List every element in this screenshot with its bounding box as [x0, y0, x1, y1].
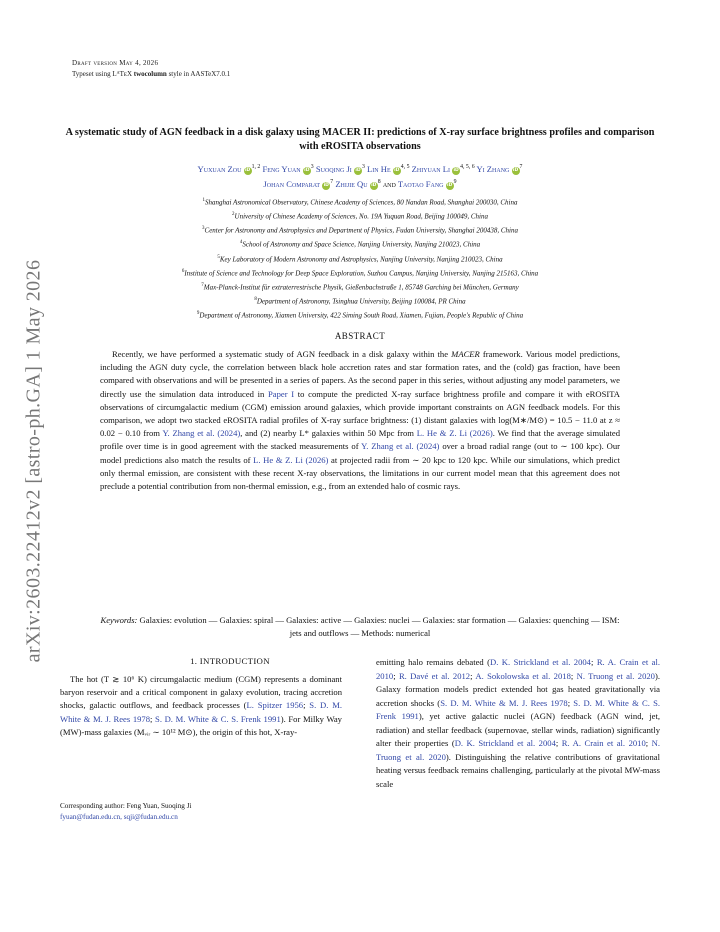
- author-list: [90, 161, 630, 191]
- orcid-icon[interactable]: iD: [244, 167, 251, 173]
- intro-right-column: emitting halo remains debated (D. K. Strickland et al. 2004; R. A. Crain et al. 2010; R. Davé et al. 2012; A. Sokolowska et al. 2018; N. Truong et al. 2020). Galaxy formation models predict extended hot gas heated gravitationally via accretion shocks (S. D. M. White & M. J. Rees 1978; S. D. M. White & C. S. Frenk 1991), yet active galactic nuclei (AGN) feedback (AGN wind, jet, radiation) and stellar feedback (supernovae, stellar winds, radiation) significantly alter their properties (D. K. Strickland et al. 2004; R. A. Crain et al. 2010; N. Truong et al. 2020). Distinguishing the relative contributions of gravitational heating versus feedback remains challenging, particularly at the pivotal MW-mass scale: [376, 657, 661, 789]
- citation-link[interactable]: R. A. Crain et al. 2010: [561, 738, 646, 748]
- orcid-icon[interactable]: iD: [453, 167, 459, 173]
- affiliation: $^1$Shanghai Astronomical Observatory, Chinese Academy of Sciences, 80 Nandan Road, Shanghai 200030, China: [202, 198, 518, 207]
- typeset-prefix: Typeset using: [72, 70, 113, 78]
- orcid-icon[interactable]: iD: [512, 167, 519, 173]
- citation-link[interactable]: R. A. Crain et al. 2010: [376, 657, 661, 681]
- orcid-icon[interactable]: iD: [371, 182, 377, 188]
- arxiv-sidebar-stamp: [14, 226, 54, 696]
- abstract-heading: ABSTRACT: [334, 331, 386, 341]
- arxiv-id: arXiv:2603.22412v2 [astro-ph.GA] 1 May 2026: [22, 259, 45, 663]
- author[interactable]: Zhijie Qu $iD^8$: [335, 178, 381, 189]
- latex-logo: LᴬTᴇX: [112, 70, 133, 78]
- citation-link[interactable]: Y. Zhang et al. (2024): [361, 441, 440, 452]
- affiliation-list: [70, 195, 650, 322]
- authors-and: and: [382, 178, 396, 189]
- citation-link[interactable]: L. He & Z. Li (2026): [253, 454, 329, 465]
- author[interactable]: Yuxuan Zou iD$^{1, 2}$: [197, 163, 261, 174]
- affiliation: $^7$Max-Planck-Institut für extraterrestrische Physik, Gießenbachstraße 1, 85748 Garching bei München, Germany: [201, 282, 519, 292]
- typeset-suffix: style in AASTeX7.0.1: [166, 70, 231, 78]
- orcid-icon[interactable]: iD: [355, 167, 361, 173]
- paper-title: A systematic study of AGN feedback in a disk galaxy using MACER II: predictions of X-ray surface brightness profiles and comparison with eROSITA observations: [65, 127, 655, 152]
- affiliation: $^5$Key Laboratory of Modern Astronomy and Astrophysics, Nanjing University, Nanjing 210023, China: [217, 254, 503, 263]
- corresponding-author-footnote: [60, 801, 342, 823]
- abstract-text: Recently, we have performed a systematic study of AGN feedback in a disk galaxy within the MACER framework. Various model predictions, including the AGN duty cycle, the correlation between black hole accretion rates and star formation rates, and the (cold) gas fraction, have been compared with observations and will be presented in a series of papers. As the second paper in this series, without adjusting any model parameters, we directly use the simulation data introduced in Paper I to compute the predicted X-ray surface brightness profile and compare it with eROSITA observations of circumgalactic medium (CGM) emission around galaxies, which provide important constraints on AGN feedback models. For this comparison, we adopt two stacked eROSITA radial profiles of X-ray surface brightness: (1) distant galaxies with log(M∗/M⊙) = 10.5 − 11.0 at z ≈ 0.02 − 0.10 from Y. Zhang et al. (2024), and (2) nearby L* galaxies within 50 Mpc from L. He & Z. Li (2026). We find that the average simulated profile over time is in good agreement with the stacked measurements of Y. Zhang et al. (2024) over a broad radial range (out to ∼ 100 kpc). Our model predictions also match the results of L. He & Z. Li (2026) at projected radii from ∼ 20 kpc to 120 kpc. While our simulations, which predict only thermal emission, are consistent with these recent X-ray observations, the limitations in our current model mean that this agreement does not preclude a potential contribution from non-thermal emission, e.g., from an extended halo of cosmic rays.: [100, 349, 620, 492]
- typeset-style: twocolumn: [132, 70, 167, 78]
- citation-link[interactable]: Paper I: [268, 388, 295, 399]
- citation-link[interactable]: R. Davé et al. 2012: [398, 670, 471, 681]
- citation-link[interactable]: S. D. M. White & C. S. Frenk 1991: [155, 713, 281, 724]
- author[interactable]: Lin He iD$^{4, 5}$: [367, 163, 410, 174]
- section-heading-introduction: 1. INTRODUCTION: [190, 656, 270, 666]
- email-links[interactable]: fyuan@fudan.edu.cn, sqji@fudan.edu.cn: [60, 813, 178, 821]
- affiliation: $^6$Institute of Science and Technology for Deep Space Exploration, Suzhou Campus, Nanjing University, Nanjing 215163, China: [181, 268, 539, 277]
- author[interactable]: Taotao Fang $iD^9$: [397, 178, 457, 189]
- orcid-icon[interactable]: iD: [304, 167, 310, 173]
- keywords-text: Galaxies: evolution — Galaxies: spiral — Galaxies: active — Galaxies: nuclei — Galaxies: star formation — Galaxies: quenching — ISM: jets and outflows — Methods: numerical: [137, 615, 620, 638]
- draft-version: Draft version May 4, 2026: [72, 59, 159, 67]
- author[interactable]: Johan Comparat $iD^7$: [263, 178, 334, 189]
- citation-link[interactable]: S. D. M. White & M. J. Rees 1978: [60, 700, 342, 724]
- affiliation: $^8$Department of Astronomy, Tsinghua University, Beijing 100084, PR China: [254, 296, 466, 306]
- keywords-label: Keywords:: [100, 615, 138, 625]
- citation-link[interactable]: N. Truong et al. 2020: [376, 738, 660, 762]
- affiliation: $^4$School of Astronomy and Space Science, Nanjing University, Nanjing 210023, China: [239, 240, 481, 249]
- typeset-line: [72, 69, 230, 80]
- orcid-icon[interactable]: iD: [447, 182, 453, 188]
- author[interactable]: Zhiyuan Li iD$^{4, 5, 6}$: [411, 163, 475, 174]
- orcid-icon[interactable]: iD: [394, 167, 400, 173]
- preprint-header: [72, 58, 230, 80]
- author[interactable]: Yi Zhang $iD^7$: [476, 163, 523, 174]
- keywords: [100, 614, 620, 640]
- citation-link[interactable]: Y. Zhang et al. (2024): [162, 428, 241, 439]
- citation-link[interactable]: A. Sokolowska et al. 2018: [475, 670, 571, 681]
- affiliation: $^3$Center for Astronomy and Astrophysics and Department of Physics, Fudan University, Shanghai 200438, China: [202, 226, 518, 235]
- citation-link[interactable]: D. K. Strickland et al. 2004: [454, 738, 556, 748]
- intro-left-column: The hot (T ≳ 10⁶ K) circumgalactic medium (CGM) represents a dominant baryon reservoir and a critical component in galaxy evolution, tracing accretion shocks, galactic outflows, and feedback processes (L. Spitzer 1956; S. D. M. White & M. J. Rees 1978; S. D. M. White & C. S. Frenk 1991). For Milky Way (MW)-mass galaxies (Mᵥᵢᵣ ∼ 10¹² M⊙), the origin of this hot, X-ray-: [60, 674, 342, 737]
- citation-link[interactable]: D. K. Strickland et al. 2004: [490, 657, 591, 667]
- author[interactable]: Feng Yuan $iD^3$: [262, 163, 314, 174]
- affiliation: $^9$Department of Astronomy, Xiamen University, 422 Siming South Road, Xiamen, Fujian, People's Republic of China: [196, 311, 524, 320]
- citation-link[interactable]: S. D. M. White & C. S. Frenk 1991: [376, 697, 660, 721]
- citation-link[interactable]: L. Spitzer 1956: [246, 700, 304, 711]
- corresponding-author: Corresponding author: Feng Yuan, Suoqing Ji: [60, 802, 192, 810]
- orcid-icon[interactable]: iD: [323, 182, 329, 188]
- citation-link[interactable]: N. Truong et al. 2020: [576, 670, 655, 681]
- author[interactable]: Suoqing Ji $iD^3$: [315, 163, 365, 174]
- citation-link[interactable]: L. He & Z. Li (2026): [416, 428, 493, 439]
- citation-link[interactable]: S. D. M. White & M. J. Rees 1978: [440, 697, 568, 708]
- affiliation: $^2$University of Chinese Academy of Sciences, No. 19A Yuquan Road, Beijing 100049, China: [232, 212, 488, 221]
